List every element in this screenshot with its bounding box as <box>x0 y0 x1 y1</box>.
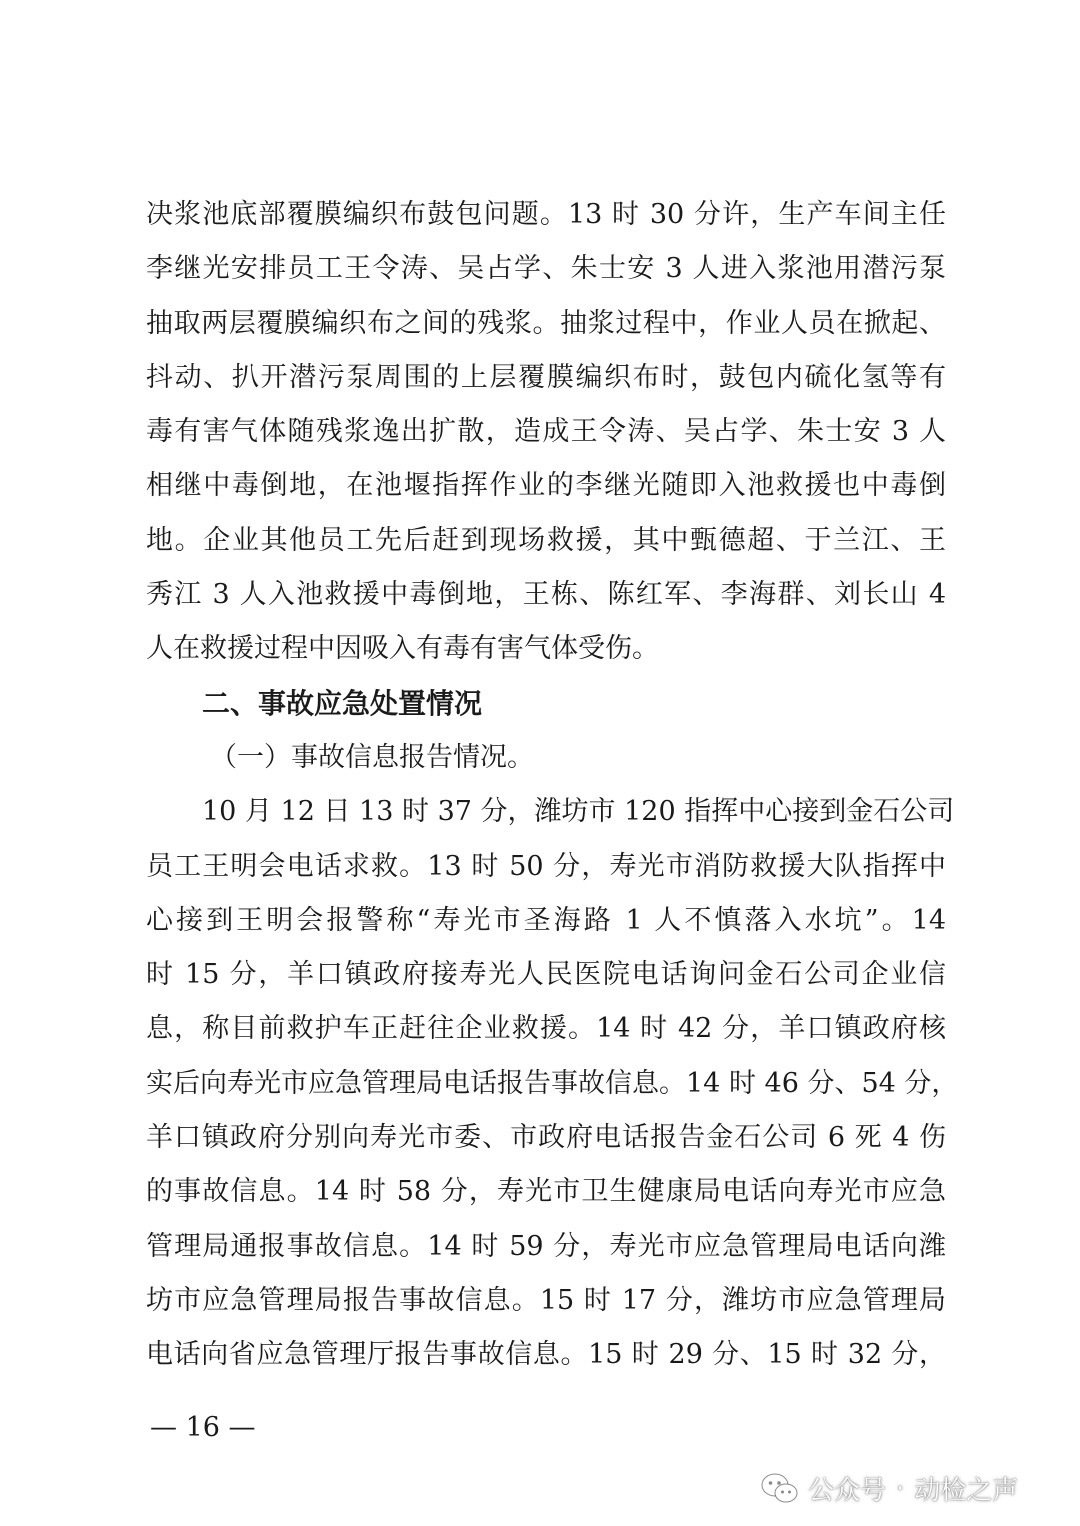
watermark-separator: · <box>896 1473 905 1504</box>
paragraph-line: 李继光安排员工王令涛、吴占学、朱士安 3 人进入浆池用潜污泵 <box>146 253 946 285</box>
paragraph-line: 坊市应急管理局报告事故信息。15 时 17 分，潍坊市应急管理局 <box>146 1284 946 1316</box>
wechat-icon <box>760 1472 800 1506</box>
watermark <box>760 1470 1018 1507</box>
watermark-platform: 公众号 <box>808 1476 887 1506</box>
paragraph-line: 地。企业其他员工先后赶到现场救援，其中甄德超、于兰江、王 <box>146 524 946 556</box>
page-number: — 16 — <box>150 1412 256 1443</box>
paragraph-line: 相继中毒倒地，在池堰指挥作业的李继光随即入池救援也中毒倒 <box>146 470 946 502</box>
paragraph-line: 实后向寿光市应急管理局电话报告事故信息。14 时 46 分、54 分， <box>146 1067 959 1099</box>
paragraph-line: 决浆池底部覆膜编织布鼓包问题。13 时 30 分许，生产车间主任 <box>146 199 946 230</box>
paragraph-line: 时 15 分，羊口镇政府接寿光人民医院电话询问金石公司企业信 <box>146 959 946 991</box>
paragraph-line: 毒有害气体随残浆逸出扩散，造成王令涛、吴占学、朱士安 3 人 <box>146 416 946 448</box>
watermark-account: 动检之声 <box>914 1476 1019 1506</box>
paragraph-line: 电话向省应急管理厅报告事故信息。15 时 29 分、15 时 32 分， <box>146 1339 946 1371</box>
subsection-heading: （一）事故信息报告情况。 <box>210 741 534 773</box>
paragraph-line: 员工王明会电话求救。13 时 50 分，寿光市消防救援大队指挥中 <box>146 850 946 882</box>
paragraph-line: 羊口镇政府分别向寿光市委、市政府电话报告金石公司 6 死 4 伤 <box>146 1122 946 1154</box>
paragraph-line: 人在救援过程中因吸入有毒有害气体受伤。 <box>146 633 659 665</box>
paragraph-line: 抖动、扒开潜污泵周围的上层覆膜编织布时，鼓包内硫化氢等有 <box>146 361 946 393</box>
paragraph-line: 的事故信息。14 时 58 分，寿光市卫生健康局电话向寿光市应急 <box>146 1176 946 1208</box>
paragraph-line: 秀江 3 人入池救援中毒倒地，王栋、陈红军、李海群、刘长山 4 <box>146 579 946 611</box>
paragraph-line: 抽取两层覆膜编织布之间的残浆。抽浆过程中，作业人员在掀起、 <box>146 307 946 339</box>
paragraph-line: 心接到王明会报警称“寿光市圣海路 1 人不慎落入水坑”。14 <box>146 904 946 936</box>
document-body <box>146 188 959 1383</box>
paragraph-line: 10 月 12 日 13 时 37 分，潍坊市 120 指挥中心接到金石公司 <box>202 796 955 828</box>
paragraph-line: 管理局通报事故信息。14 时 59 分，寿光市应急管理局电话向潍 <box>146 1230 946 1262</box>
section-heading: 二、事故应急处置情况 <box>202 686 483 720</box>
paragraph-line: 息，称目前救护车正赶往企业救援。14 时 42 分，羊口镇政府核 <box>146 1013 946 1045</box>
